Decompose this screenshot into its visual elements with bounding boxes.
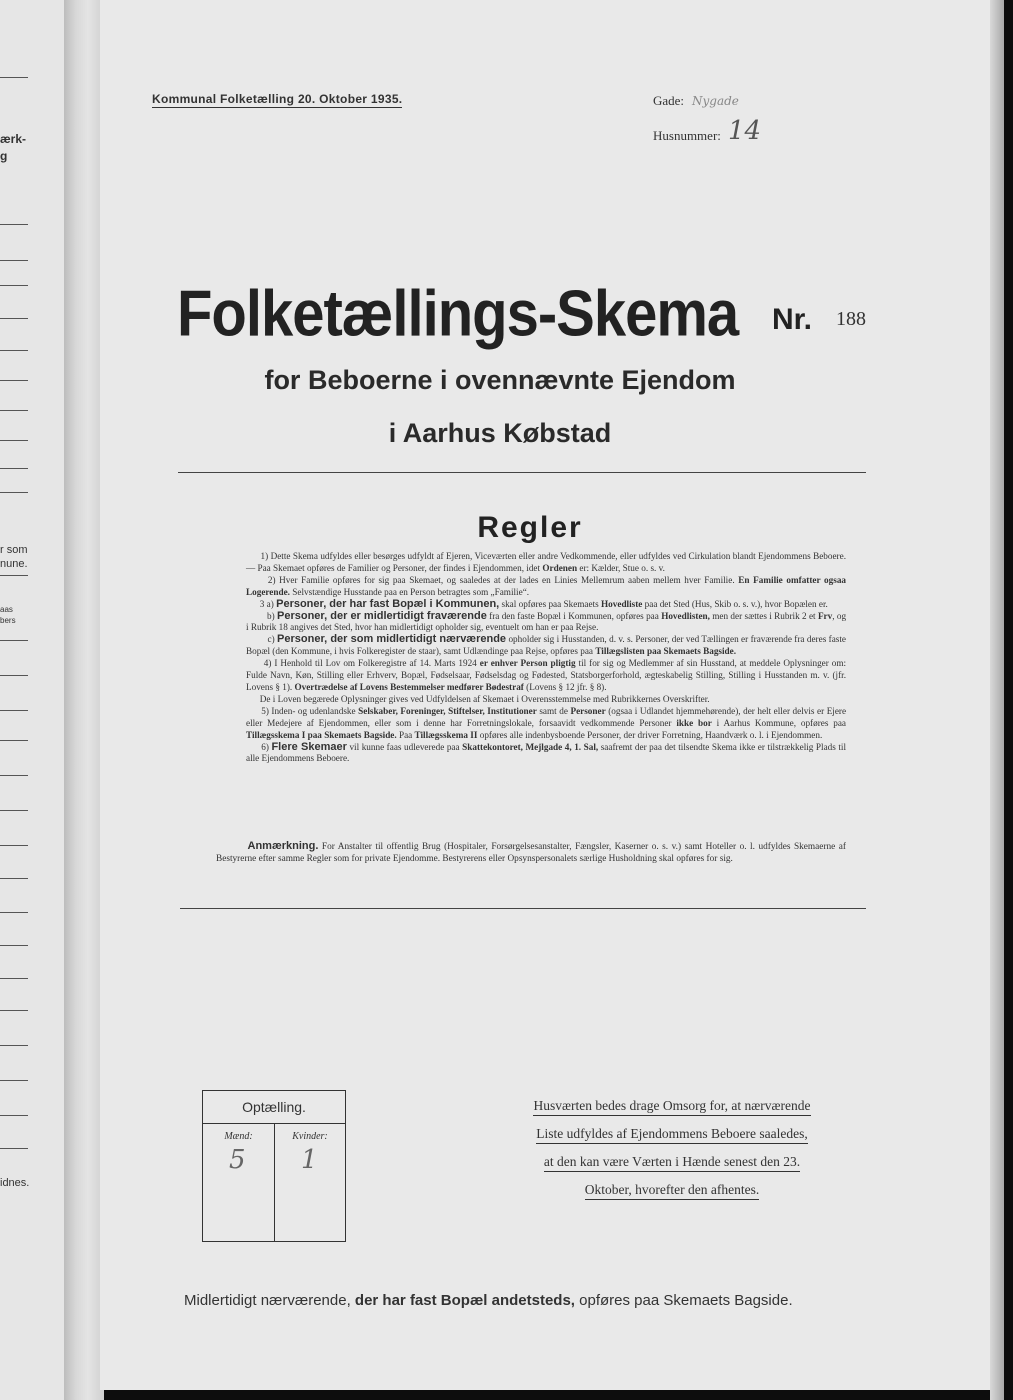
form-line (0, 775, 28, 776)
form-line (0, 575, 28, 576)
husnummer-label: Husnummer: (653, 128, 721, 143)
rule-6-num: 6) (261, 741, 269, 752)
rule-2 (246, 575, 846, 599)
divider-line (178, 472, 866, 473)
form-line (0, 675, 28, 676)
rule-3a-num: 3 a) (259, 598, 274, 609)
rule-4b-text: De i Loven begærede Oplysninger gives ved Udfyldelsen af Skemaet i Overensstemmelse med Rubrikkernes Overskrifter. (259, 693, 710, 704)
prev-page-text: bers (0, 616, 16, 625)
form-subtitle-2: i Aarhus Købstad (388, 418, 612, 448)
form-line (0, 878, 28, 879)
page-edge (990, 0, 1004, 1400)
husnummer-value: 14 (728, 116, 762, 146)
form-number-label: Nr. (772, 303, 813, 336)
rule-3b-text-2: men der sættes i Rubrik 2 et (712, 610, 816, 621)
rule-2-bold: En Familie omfatter ogsaa Logerende. (246, 574, 847, 597)
remark-paragraph (216, 840, 846, 865)
rule-3b-bold-2: Frv (817, 610, 833, 621)
prev-page-text: idnes. (0, 1177, 30, 1189)
form-line (0, 1148, 28, 1149)
rule-3b-text: fra den faste Bopæl i Kommunen, opføres paa (489, 610, 659, 621)
remark-label: Anmærkning. (247, 840, 319, 852)
rule-5-bold-5: Tillægsskema II (414, 729, 478, 740)
rule-3c-num: c) (267, 634, 275, 645)
women-label: Kvinder: (292, 1131, 328, 1142)
rule-6-end: saafremt der paa det tilsendte Skema ikke er tilstrækkelig Plads til alle Ejendommens Beboere. (246, 741, 847, 764)
rule-2-end: Selvstændige Husstande paa en Person betragtes som „Familie“. (292, 586, 530, 597)
rule-6-heading: Flere Skemaer (271, 740, 347, 753)
rule-4-text: 4) I Henhold til Lov om Folkeregistre af 14. Marts 1924 (263, 658, 477, 669)
rule-4 (246, 658, 846, 694)
rule-2-text: 2) Hver Familie opføres for sig paa Skemaet, og saaledes at der lades en Linies Mellemrum aaben mellem hver Familie. (267, 574, 735, 585)
men-count: 5 (229, 1145, 246, 1175)
form-line (0, 912, 28, 913)
footer-end: opføres paa Skemaets Bagside. (579, 1292, 793, 1309)
form-title: Folketællings-Skema (177, 277, 739, 350)
rules-heading: Regler (477, 511, 583, 544)
rule-4-bold: er enhver Person pligtig (479, 658, 576, 669)
notice-line: Husværten bedes drage Omsorg for, at nærværende (533, 1097, 810, 1116)
rule-5-text-3: (ogsaa i Udlandet hjemmehørende), der helt eller delvis er Ejere eller Medejere af Ejendommen, eller som i denne har Forretningslokale, forsaavidt vedkommende Personer (246, 705, 847, 728)
form-line (0, 285, 28, 286)
rule-3a-text: skal opføres paa Skemaets (501, 598, 599, 609)
rule-3b-num: b) (267, 610, 275, 621)
rule-1-bold: Ordenen (542, 562, 578, 573)
rule-5-text-5: Paa (398, 729, 413, 740)
rule-3c-bold: Tillægslisten paa Skemaets Bagside. (595, 646, 737, 657)
rule-1-end: er: Kælder, Stue o. s. v. (579, 562, 665, 573)
form-line (0, 978, 28, 979)
form-line (0, 260, 28, 261)
rule-4-end: (Lovens § 12 jfr. § 8). (526, 681, 607, 692)
remark-text: For Anstalter til offentlig Brug (Hospitaler, Forsørgelsesanstalter, Fængsler, Kaserner o. s. v.) samt Hoteller o. l. udfyldes Skemaerne af Bestyrerne efter samme Regler som for private Ejendomme. Bestyrerens eller Opsynspersonalets særlige Husholdning skal opføres for sig. (216, 842, 847, 864)
rule-5-bold-4: Tillægsskema I paa Skemaets Bagside. (246, 729, 397, 740)
rule-5-bold-2: Personer (570, 705, 606, 716)
form-line (0, 318, 28, 319)
prev-page-text: aas (0, 605, 13, 614)
landlord-notice (496, 1092, 848, 1204)
count-box-title: Optælling. (203, 1091, 345, 1124)
prev-page-text: nune. (0, 558, 28, 570)
prev-page-text: ærk- (0, 132, 27, 146)
rule-3b (246, 611, 846, 635)
form-line (0, 468, 28, 469)
form-line (0, 640, 28, 641)
rule-3a-bold: Hovedliste (601, 598, 643, 609)
form-line (0, 492, 28, 493)
rule-1-text: 1) Dette Skema udfyldes eller besørges udfyldt af Ejeren, Viceværten eller andre Vedkommende, eller udfyldes ved Cirkulation blandt Ejendommens Beboere. — Paa Skemaet opføres de Familier og Personer, der findes i Ejendommen, idet (246, 551, 846, 573)
notice-line: Liste udfyldes af Ejendommens Beboere saaledes, (536, 1125, 807, 1144)
rule-4b (246, 694, 846, 706)
gade-label: Gade: (653, 93, 685, 108)
form-line (0, 1080, 28, 1081)
form-line (0, 224, 28, 225)
rule-6-bold: Skattekontoret, Mejlgade 4, 1. Sal, (462, 741, 599, 752)
form-line (0, 350, 28, 351)
notice-line: Oktober, hvorefter den afhentes. (585, 1181, 760, 1200)
form-line (0, 1045, 28, 1046)
gade-value: Nygade (692, 94, 739, 108)
previous-page-strip (0, 0, 66, 1400)
count-box (202, 1090, 346, 1242)
rule-3c (246, 634, 846, 658)
notice-line: at den kan være Værten i Hænde senest den 23. (544, 1153, 800, 1172)
form-subtitle-1: for Beboerne i ovennævnte Ejendom (264, 365, 736, 395)
prev-page-text: g (0, 149, 8, 163)
book-gutter (64, 0, 104, 1400)
form-line (0, 845, 28, 846)
rule-3b-bold: Hovedlisten, (661, 610, 710, 621)
rule-6 (246, 742, 846, 766)
form-line (0, 945, 28, 946)
form-line (0, 810, 28, 811)
rule-5-text: 5) Inden- og udenlandske (261, 705, 356, 716)
rule-3c-heading: Personer, der som midlertidigt nærværende (277, 633, 507, 646)
rule-4-bold-2: Overtrædelse af Lovens Bestemmelser medfører Bødestraf (294, 681, 524, 692)
form-number-value: 188 (836, 308, 866, 330)
footer-text: Midlertidigt nærværende, (184, 1292, 351, 1309)
rule-3b-heading: Personer, der er midlertidigt fraværende (277, 609, 487, 622)
rule-5-text-2: samt de (539, 705, 568, 716)
rule-3b-end: , og i Rubrik 18 angives det Sted, hvor han midlertidigt opholder sig, eventuelt om han er paa Rejse. (246, 610, 847, 633)
footer-bold: der har fast Bopæl andetsteds, (354, 1292, 575, 1309)
form-line (0, 440, 28, 441)
rule-1 (246, 551, 846, 575)
census-header-line: Kommunal Folketælling 20. Oktober 1935. (152, 92, 403, 106)
rule-5 (246, 706, 846, 742)
census-form-page (100, 0, 993, 1390)
form-line (0, 410, 28, 411)
rule-6-text: vil kunne faas udleverede paa (349, 741, 460, 752)
form-line (0, 710, 28, 711)
rule-5-bold: Selskaber, Foreninger, Stiftelser, Institutioner (358, 705, 537, 716)
form-line (0, 1010, 28, 1011)
rule-3a-heading: Personer, der har fast Bopæl i Kommunen, (276, 597, 500, 610)
women-count: 1 (301, 1145, 318, 1175)
rule-3a-end: paa det Sted (Hus, Skib o. s. v.), hvor Bopælen er. (644, 598, 828, 609)
men-label: Mænd: (224, 1131, 253, 1142)
form-line (0, 380, 28, 381)
footer-note (184, 1292, 793, 1309)
form-line (0, 77, 28, 78)
rule-5-bold-3: ikke bor (676, 717, 712, 728)
rule-5-text-4: i Aarhus Kommune, opføres paa (716, 717, 846, 728)
divider-line (180, 908, 866, 909)
rules-list (246, 551, 846, 765)
form-line (0, 740, 28, 741)
prev-page-text: r som (0, 544, 28, 556)
form-line (0, 1115, 28, 1116)
rule-3c-text: opholder sig i Husstanden, d. v. s. Personer, der ved Tællingen er fraværende fra deres faste Bopæl (den Kommune, i hvis Folkeregister de staar), samt Udlændinge paa Rejse, opføres paa (246, 634, 846, 657)
rule-5-end: opføres alle indenbysboende Personer, der driver Forretning, Haandværk o. l. i Ejendommen. (479, 729, 823, 740)
rule-4-text-2: til for sig og Medlemmer af sin Husstand, at meddele Oplysninger om: Fulde Navn, Køn, Stilling eller Erhverv, Bopæl, Fødselsaar, Fødselsdag og Fødested, Statsborgerforhold, ægteskabelig Stilling, Stilling i Husstanden m. v. (jfr. Lovens § 1). (246, 658, 847, 692)
